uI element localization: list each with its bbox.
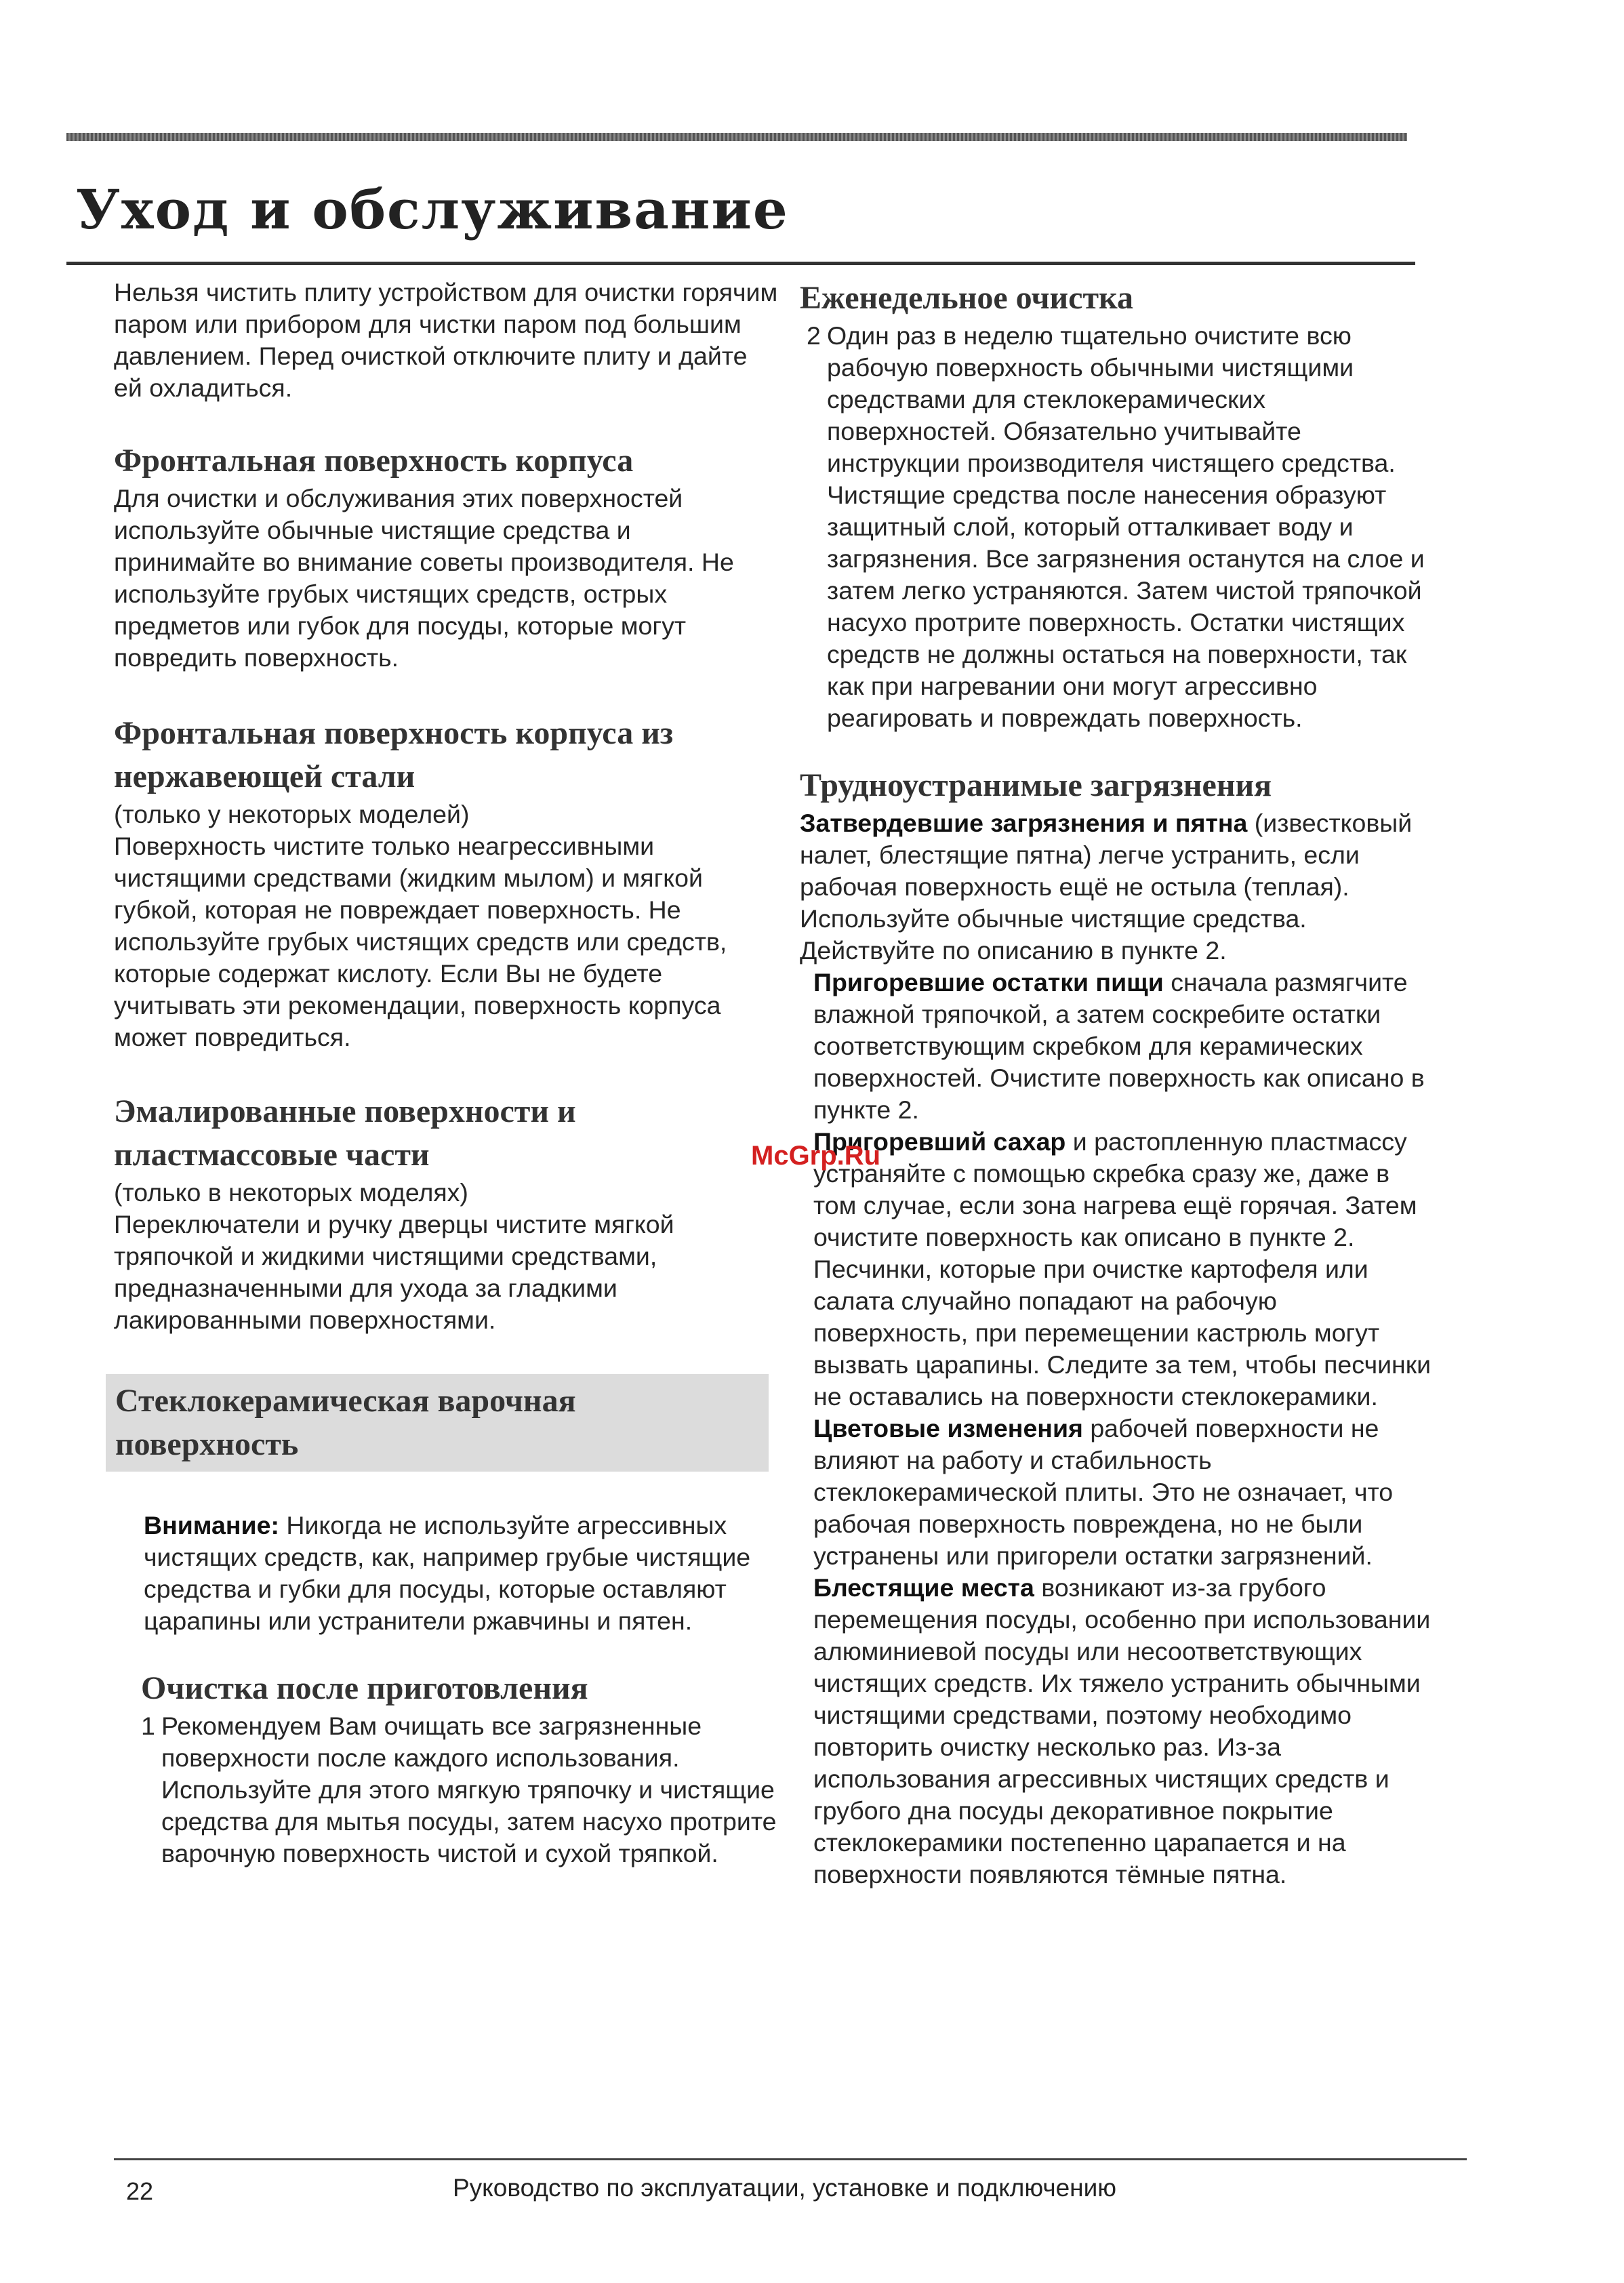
section-enamel-note: (только в некоторых моделях) [114,1178,468,1207]
after-cooking-text-1: Рекомендуем Вам очищать все загрязненные поверхности после каждого использования. [161,1712,702,1772]
burnt-food-label: Пригоревшие остатки пищи [813,968,1164,996]
warning-text: Никогда не используйте агрессивных чистящих средств, как, например грубые чистящие средства и губки для посуды, которые оставляют царапины или устранители ржавчины и пятен. [144,1511,751,1635]
section-steel-text: Поверхность чистите только неагрессивными чистящими средствами (жидким мылом) и мягкой губкой, которая не повреждает поверхность. Не используйте грубых чистящих средств или средств, которые содержат кислоту. Если Вы не будете учитывать эти рекомендации, поверхность корпуса может повредиться. [114,832,727,1051]
top-rule [66,133,1407,141]
section-front-heading: Фронтальная поверхность корпуса [114,443,634,479]
burnt-food-text: сначала размягчите влажной тряпочкой, а затем соскребите остатки соответствующим скребком для керамических поверхностей. Очистите поверхность как описано в пункте 2. [813,968,1425,1124]
title-rule [66,262,1415,265]
right-column [800,277,1437,1891]
footer-text: Руководство по эксплуатации, установке и подключению [453,2174,1117,2202]
color-change-text: рабочей поверхности не влияют на работу и стабильность стеклокерамической плиты. Это не означает, что рабочая поверхность повреждена, но не были устранены или пригорели остатки загрязнений. [813,1414,1394,1570]
weekly-text-2: Чистящие средства после нанесения образуют защитный слой, который отталкивает воду и загрязнения. Все загрязнения останутся на слое и затем легко устраняются. Затем чистой тряпочкой насухо протрите поверхность. Остатки чистящих средств не должны остаться на поверхности, так как при нагревании они могут агрессивно реагировать и повреждать поверхность. [827,481,1425,732]
shiny-spots-paragraph [800,1572,1437,1891]
weekly-text-1: Один раз в неделю тщательно очистите всю рабочую поверхность обычными чистящими средствами для стеклокерамических поверхностей. Обязательно учитывайте инструкции производителя чистящего средства. [827,321,1396,477]
shiny-spots-text: возникают из-за грубого перемещения посуды, особенно при использовании алюминиевой посуды или несоответствующих чистящих средств. Их тяжело устранить обычными чистящими средствами, поэтому необходимо повторить очистку несколько раз. Из-за использования агрессивных чистящих средств и грубого дна посуды декоративное покрытие стеклокерамики постепенно царапается и на поверхности появляются тёмные пятна. [813,1573,1431,1888]
section-after-cooking-heading: Очистка после приготовления [141,1670,588,1706]
color-change-label: Цветовые изменения [813,1414,1083,1442]
warning-paragraph [114,1510,778,1637]
after-cooking-step [114,1710,778,1774]
section-front-text: Для очистки и обслуживания этих поверхностей используйте обычные чистящие средства и принимайте во внимание советы производителя. Не используйте грубых чистящих средств, острых предметов или губок для посуды, которые могут повредить поверхность. [114,484,734,672]
page-number: 22 [126,2177,154,2205]
section-enamel-text: Переключатели и ручку дверцы чистите мягкой тряпочкой и жидкими чистящими средствами, предназначенными для ухода за гладкими лакированными поверхностями. [114,1210,674,1334]
bottom-rule [114,2158,1467,2160]
hardened-label: Затвердевшие загрязнения и пятна [800,809,1248,837]
weekly-step [800,320,1437,479]
after-cooking-text-2: Используйте для этого мягкую тряпочку и чистящие средства для мытья посуды, затем насухо протрите варочную поверхность чистой и сухой тряпкой. [161,1775,777,1867]
color-change-paragraph [800,1413,1437,1572]
page-title: Уход и обслуживание [76,178,789,241]
section-steel-note: (только у некоторых моделей) [114,800,470,828]
burnt-food-paragraph [800,967,1437,1126]
section-weekly-heading: Еженедельное очистка [800,280,1133,316]
section-glass-heading: Стеклокерамическая варочная поверхность [106,1374,769,1472]
burnt-sugar-label: Пригоревший сахар [813,1127,1066,1156]
intro-text: Нельзя чистить плиту устройством для очистки горячим паром или прибором для чистки паром под большим давлением. Перед очисткой отключите плиту и дайте ей охладиться. [114,278,778,402]
sand-grains-text: Песчинки, которые при очистке картофеля или салата случайно попадают на рабочую поверхность, при перемещении кастрюль могут вызвать царапины. Следите за тем, чтобы песчинки не оставались на поверхности стеклокерамики. [813,1255,1432,1411]
section-stubborn-heading: Трудноустранимые загрязнения [800,767,1272,803]
watermark: McGrp.Ru [751,1141,881,1171]
section-enamel-heading: Эмалированные поверхности и пластмассовые части [114,1093,576,1173]
burnt-sugar-paragraph [800,1126,1437,1253]
warning-label: Внимание: [144,1511,279,1539]
left-column [114,277,778,1870]
burnt-sugar-text: и растопленную пластмассу устраняйте с помощью скребка сразу же, даже в том случае, если зона нагрева ещё горячая. Затем очистите поверхность как описано в пункте 2. [813,1127,1417,1251]
hardened-text: (известковый налет, блестящие пятна) легче устранить, если рабочая поверхность ещё не остыла (теплая). Используйте обычные чистящие средства. Действуйте по описанию в пункте 2. [800,809,1413,965]
shiny-spots-label: Блестящие места [813,1573,1034,1602]
step-number: 2 [807,321,821,350]
section-steel-heading: Фронтальная поверхность корпуса из нержавеющей стали [114,715,674,794]
hardened-paragraph [800,807,1437,967]
step-number: 1 [141,1712,155,1740]
